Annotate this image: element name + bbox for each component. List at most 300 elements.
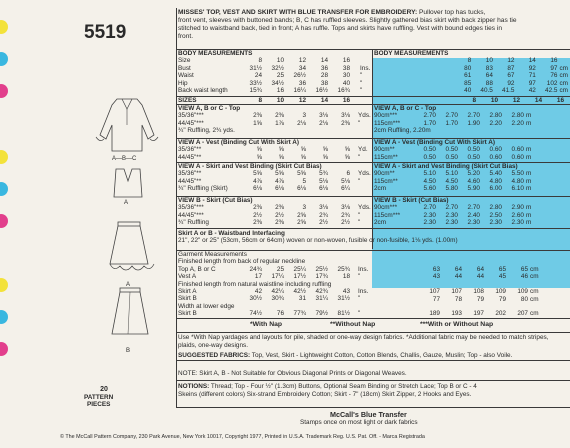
cell: 36 <box>298 79 306 87</box>
waistband-text: 21", 22" or 25" (53cm, 56cm or 64cm) woven or non-woven, fusible or non-fusible, 1⅛ yds. (1.00m) <box>178 237 458 245</box>
table-row <box>420 296 541 303</box>
table-row <box>374 80 570 87</box>
cell: 97 <box>550 64 558 72</box>
nap-with: *With Nap <box>250 321 283 328</box>
cell: 2.30 <box>511 219 524 227</box>
cell: 83 <box>485 64 493 72</box>
cell: 6 <box>346 170 350 178</box>
view-b-skirt-metric <box>374 197 533 227</box>
garment-measurements-metric <box>420 266 541 318</box>
cell: 16 <box>550 57 558 65</box>
cell: 102 <box>546 79 558 87</box>
row-label: Size <box>178 57 191 65</box>
cell: 38 <box>320 79 328 87</box>
description-part-4: front. <box>178 33 194 40</box>
footer-copyright: © The McCall Pattern Company, 230 Park Avenue, New York 10017, Copyright 1977, Printed in U.S.A. Trademark Reg. U.S. Pat. Off. - Marca Registrada <box>60 434 425 440</box>
row-label: Skirt B <box>178 310 197 318</box>
section-heading: VIEW A - Vest (Binding Cut With Skirt A) <box>374 139 496 146</box>
table-row <box>374 57 570 64</box>
unit: " <box>360 79 363 87</box>
cell: ⅝ <box>256 153 262 161</box>
cell: 42¼ <box>271 288 284 296</box>
pieces-count: 20 <box>100 386 108 393</box>
cell: 5¾ <box>319 170 328 178</box>
unit: " <box>358 153 361 161</box>
ruffling-note: 2cm Ruffling, 2.20m <box>374 127 431 135</box>
row-label: 44/45"*** <box>178 211 204 219</box>
cell: 40.5 <box>480 87 493 95</box>
cell: 10 <box>276 97 284 104</box>
row-label: 44/45"*** <box>178 119 204 127</box>
unit: " <box>358 119 361 127</box>
transfer-title: McCall's Blue Transfer <box>330 410 407 419</box>
cell: 42 <box>528 87 536 95</box>
cell: 5.60 <box>423 185 436 193</box>
cell: 8 <box>472 97 476 104</box>
divider <box>176 228 570 229</box>
cell: 31½ <box>249 64 262 72</box>
table-row <box>420 266 541 273</box>
cell: 17½ <box>293 273 306 281</box>
table-row <box>178 295 370 302</box>
divider <box>176 407 570 408</box>
cell: 41.5 <box>502 87 515 95</box>
row-label: Top A, B or C <box>178 265 216 273</box>
table-row <box>374 120 533 127</box>
table-row <box>178 266 370 273</box>
garment-line: Width at lower edge <box>178 302 235 310</box>
cell: ⅝ <box>278 153 284 161</box>
cell: 0.60 <box>489 153 502 161</box>
garment-measurements <box>178 251 370 318</box>
cell: 2.20 <box>489 119 502 127</box>
cell: 8 <box>467 57 472 65</box>
dot-yellow <box>0 150 8 164</box>
cell: 2.80 <box>489 204 502 212</box>
unit: Yds. <box>358 170 371 178</box>
cell: 42½ <box>293 288 306 296</box>
cell: 77 <box>432 295 440 303</box>
cell: 76 <box>276 310 284 318</box>
cell: 10 <box>276 57 284 65</box>
row-label: 44/45"** <box>178 177 202 185</box>
cell: 17¾ <box>315 273 328 281</box>
cell: 5.40 <box>489 170 502 178</box>
cell: 0.60 <box>511 146 524 154</box>
row-label: 115cm** <box>374 177 398 185</box>
row-label: 115cm** <box>374 153 398 161</box>
metric-sizes-row <box>374 97 566 104</box>
cell: 10 <box>490 97 498 104</box>
cell: 193 <box>451 310 462 318</box>
cell: 64 <box>485 72 493 80</box>
table-row <box>178 146 370 153</box>
section-heading: VIEW B - Skirt (Cut Bias) <box>374 197 449 204</box>
cell: 0.50 <box>423 146 436 154</box>
unit: cm <box>530 295 539 303</box>
cell: 31 <box>298 295 306 303</box>
unit: Yds. <box>358 112 371 120</box>
table-row <box>420 310 541 317</box>
cell: 74½ <box>249 310 262 318</box>
row-label: ¾" Ruffling (Skirt) <box>178 185 228 193</box>
cell: 30¾ <box>271 295 284 303</box>
cell: ⅝ <box>256 146 262 154</box>
fabric-note: NOTE: Skirt A, B - Not Suitable for Obvious Diagonal Prints or Diagonal Weaves. <box>178 370 407 377</box>
cell: 92 <box>528 64 536 72</box>
suggested-fabrics <box>178 352 566 360</box>
row-label: 35/36"*** <box>178 112 204 120</box>
garment-line: Finished length from natural waistline including ruffling <box>178 280 332 288</box>
transfer-subtitle: Stamps once on most light or dark fabrics <box>300 419 418 426</box>
dot-cyan <box>0 310 8 324</box>
unit: Ins. <box>360 64 371 72</box>
cell: 2⅜ <box>275 219 284 227</box>
nap-note: Use *With Nap yardages and layouts for pile, shaded or one-way design fabrics. *Additional fabric may be needed to match stripes, plaids, one-way designs. <box>178 334 549 349</box>
cell: 0.50 <box>467 153 480 161</box>
cell: 18 <box>342 273 350 281</box>
cell: ⅝ <box>300 146 306 154</box>
unit: cm <box>530 266 539 273</box>
cell: 85 <box>464 79 472 87</box>
cell: 0.50 <box>467 146 480 154</box>
section-heading: Garment Measurements <box>178 251 247 258</box>
unit: cm <box>559 72 568 80</box>
cell: 5.20 <box>467 170 480 178</box>
cell: 5.50 <box>511 170 524 178</box>
unit: m <box>526 112 532 120</box>
cell: 63 <box>432 266 440 273</box>
cell: 16 <box>556 97 564 104</box>
row-label: Bust <box>178 64 191 72</box>
cell: 0.60 <box>511 153 524 161</box>
cell: 107 <box>451 288 462 296</box>
view-a-skirt-vest <box>178 163 373 193</box>
cell: 67 <box>507 72 515 80</box>
table-row <box>374 212 533 219</box>
row-label: 90cm*** <box>374 204 398 212</box>
cell: 2.20 <box>511 119 524 127</box>
cell: 2⅛ <box>319 119 328 127</box>
unit: m <box>526 219 532 227</box>
cell: 80 <box>464 64 472 72</box>
table-row <box>178 120 373 127</box>
cell: 5⅝ <box>297 170 306 178</box>
ruffling-note: ¾" Ruffling, 2¾ yds. <box>178 127 235 135</box>
section-heading: VIEW B - Skirt (Cut Bias) <box>178 197 253 204</box>
cell: 3⅛ <box>319 204 328 212</box>
description-part-3: stitched to waistband back, tied in front; A has ruffle. Tops and skirts have ruffling. Vest with bound edges ties in <box>178 25 503 32</box>
cell: 2.40 <box>467 211 480 219</box>
cell: 40 <box>342 79 350 87</box>
cell: 2.70 <box>467 112 480 120</box>
table-row <box>374 72 570 79</box>
cell: 25¾ <box>337 265 350 273</box>
cell: 12 <box>507 57 515 65</box>
table-row <box>374 65 570 72</box>
cell: 81½ <box>337 310 350 318</box>
unit: cm <box>559 79 568 87</box>
cell: 1⅝ <box>253 119 262 127</box>
cell: 79½ <box>315 310 328 318</box>
unit: cm <box>530 310 539 318</box>
cell: 24¾ <box>249 265 262 273</box>
cell: 2¾ <box>341 211 350 219</box>
cell: 2.30 <box>423 211 436 219</box>
sizes-row <box>178 97 352 104</box>
skirt-b-illustration <box>100 286 160 346</box>
table-row <box>374 112 533 119</box>
table-row <box>420 273 541 280</box>
unit: m <box>526 170 532 178</box>
cell: 25½ <box>315 265 328 273</box>
cell: 109 <box>517 288 528 296</box>
row-label: 90cm** <box>374 146 395 154</box>
cell: 0.60 <box>489 146 502 154</box>
view-abc-top-metric <box>374 105 533 135</box>
pattern-title: MISSES' TOP, VEST AND SKIRT WITH BLUE TRANSFER FOR EMBROIDERY: <box>178 9 418 16</box>
section-heading: Skirt A or B - Waistband Interfacing <box>178 230 285 237</box>
table-row <box>178 273 370 280</box>
description-part-1: Pullover top has tucks, <box>417 9 486 16</box>
cell: 42 <box>254 288 262 296</box>
cell: 17 <box>254 273 262 281</box>
cell: 44 <box>476 273 484 281</box>
unit: " <box>358 211 361 219</box>
description-part-2: front vent, sleeves with buttoned bands; B, C has ruffled sleeves. Slightly gathered bias skirt with back zipper has tie <box>178 17 517 24</box>
table-row <box>374 170 533 177</box>
cell: 3⅛ <box>319 112 328 120</box>
registration-dots <box>0 0 14 448</box>
cell: 2⅜ <box>253 204 262 212</box>
cell: 2.50 <box>489 211 502 219</box>
cell: 0.50 <box>423 153 436 161</box>
cell: ⅝ <box>300 153 306 161</box>
unit: cm <box>530 288 539 296</box>
nap-without: **Without Nap <box>330 321 376 328</box>
row-label: 90cm** <box>374 170 395 178</box>
unit: Yds. <box>358 204 371 212</box>
cell: 5.10 <box>423 170 436 178</box>
row-label: 2cm <box>374 219 387 227</box>
cell: 61 <box>464 72 472 80</box>
row-label: Skirt B <box>178 295 197 303</box>
cell: 31¼ <box>315 295 328 303</box>
dot-yellow <box>0 278 8 292</box>
unit: " <box>358 219 361 227</box>
table-row <box>178 178 373 185</box>
cell: 6⅛ <box>253 185 262 193</box>
table-row <box>420 288 541 295</box>
cell: 40 <box>464 87 472 95</box>
unit: " <box>360 72 363 80</box>
view-b-skirt <box>178 197 373 227</box>
unit: m <box>526 185 532 193</box>
row-label: 44/45"** <box>178 153 202 161</box>
cell: 24 <box>254 72 262 80</box>
cell: 88 <box>485 79 493 87</box>
unit: " <box>358 295 361 303</box>
dot-cyan <box>0 52 8 66</box>
cell: 1.70 <box>445 119 458 127</box>
section-heading: VIEW A, B or C - Top <box>178 105 241 112</box>
row-label: 90cm*** <box>374 112 398 120</box>
cell: 2½ <box>253 211 262 219</box>
table-row <box>178 80 372 87</box>
cell: 77¾ <box>293 310 306 318</box>
unit: " <box>358 273 361 281</box>
body-measurements-heading: BODY MEASUREMENTS <box>178 50 253 57</box>
cell: 2.70 <box>467 204 480 212</box>
cell: 38 <box>342 64 350 72</box>
cell: 2½ <box>341 219 350 227</box>
cell: 92 <box>507 79 515 87</box>
cell: 2.30 <box>445 211 458 219</box>
cell: 44 <box>454 273 462 281</box>
cell: ⅝ <box>344 146 350 154</box>
cell: 30½ <box>249 295 262 303</box>
cell: ⅝ <box>344 153 350 161</box>
view-a-vest <box>178 139 370 161</box>
cell: 25¼ <box>293 265 306 273</box>
cell: 15¾ <box>249 87 262 95</box>
cell: 25 <box>276 72 284 80</box>
cell: 36 <box>320 64 328 72</box>
table-row <box>374 185 533 192</box>
cell: 2.70 <box>423 204 436 212</box>
cell: 2.30 <box>467 219 480 227</box>
cell: 3 <box>302 204 306 212</box>
cell: 46 <box>520 273 528 281</box>
table-row <box>178 65 372 72</box>
cell: 87 <box>507 64 515 72</box>
label-skirt-b: B <box>126 348 131 354</box>
cell: 2.60 <box>511 211 524 219</box>
table-row <box>374 204 533 211</box>
cell: 5 <box>302 177 306 185</box>
cell: 2⅝ <box>297 211 306 219</box>
divider <box>176 318 570 319</box>
row-label: 35/36"** <box>178 170 202 178</box>
section-heading: VIEW A, B or C - Top <box>374 105 437 112</box>
cell: 42.5 <box>545 87 558 95</box>
cell: 43 <box>432 273 440 281</box>
cell: 2⅜ <box>253 112 262 120</box>
row-label: 35/36"** <box>178 146 202 154</box>
cell: ⅝ <box>278 146 284 154</box>
nap-either: ***With or Without Nap <box>420 321 494 328</box>
cell: 16 <box>342 97 350 104</box>
row-label: Skirt A <box>178 288 197 296</box>
cell: 4.80 <box>511 177 524 185</box>
divider <box>176 360 570 361</box>
cell: 6⅛ <box>275 185 284 193</box>
table-row <box>374 178 533 185</box>
unit: " <box>360 87 363 95</box>
divider <box>176 332 570 333</box>
cell: 5⅝ <box>253 170 262 178</box>
cell: 28 <box>320 72 328 80</box>
cell: 8 <box>258 57 262 65</box>
cell: 4.80 <box>489 177 502 185</box>
cell: 2.30 <box>489 219 502 227</box>
top-abc-illustration <box>92 95 162 155</box>
unit: m <box>526 146 532 154</box>
cell: 6.10 <box>511 185 524 193</box>
cell: 1.90 <box>467 119 480 127</box>
table-row <box>374 87 570 94</box>
cell: 107 <box>429 288 440 296</box>
cell: 207 <box>517 310 528 318</box>
cell: 78 <box>454 295 462 303</box>
section-heading: VIEW A - Vest (Binding Cut With Skirt A) <box>178 139 300 146</box>
cell: 30 <box>342 72 350 80</box>
cell: 5.90 <box>467 185 480 193</box>
notions-text: Thread; Top - Four ½" (1.3cm) Buttons, Optional Seam Binding or Stretch Lace; Top B or C - 4 <box>209 383 477 390</box>
unit: m <box>526 119 532 127</box>
unit: Yd. <box>358 146 368 154</box>
cell: 5.10 <box>445 170 458 178</box>
cell: 97 <box>528 79 536 87</box>
cell: 16¼ <box>293 87 306 95</box>
cell: 189 <box>429 310 440 318</box>
view-a-skirt-vest-metric <box>374 163 533 193</box>
row-label: Vest A <box>178 273 197 281</box>
cell: 33½ <box>249 79 262 87</box>
cell: 2.80 <box>511 112 524 120</box>
notions-text: Skeins (different colors) Six-strand Embroidery Cotton; Skirt - 7" (18cm) Skirt Zipper, 2 Hooks and Eyes. <box>178 391 472 398</box>
sizes-label: SIZES <box>178 97 197 104</box>
cell: 42¾ <box>315 288 328 296</box>
cell: 2½ <box>319 219 328 227</box>
cell: 202 <box>495 310 506 318</box>
cell: 79 <box>476 295 484 303</box>
cell: 80 <box>520 295 528 303</box>
cell: 2.70 <box>445 112 458 120</box>
pieces-label-2: PIECES <box>87 401 111 408</box>
cell: 12 <box>298 57 306 65</box>
cell: 197 <box>473 310 484 318</box>
cell: 5⅝ <box>275 170 284 178</box>
cell: 17¼ <box>271 273 284 281</box>
table-row <box>178 57 372 64</box>
cell: 45 <box>498 273 506 281</box>
vest-illustration <box>108 167 148 199</box>
label-abc: A—B—C <box>112 156 137 162</box>
view-abc-top <box>178 105 373 135</box>
unit: Ins. <box>358 288 369 296</box>
unit <box>559 57 570 64</box>
cell: 76 <box>550 72 558 80</box>
cell: 3⅛ <box>341 204 350 212</box>
cell: 3⅛ <box>341 112 350 120</box>
cell: 14 <box>528 57 536 65</box>
dot-magenta <box>0 342 8 356</box>
section-heading: VIEW A - Skirt and Vest Binding (Skirt Cut Bias) <box>178 163 322 170</box>
notions-label: NOTIONS: <box>178 383 210 390</box>
cell: 2.70 <box>423 112 436 120</box>
unit: " <box>358 310 361 318</box>
header-description <box>178 9 566 41</box>
unit <box>352 57 372 64</box>
cell: 2⅛ <box>297 119 306 127</box>
dot-cyan <box>0 182 8 196</box>
cell: 12 <box>512 97 520 104</box>
table-row <box>178 87 372 94</box>
cell: 1.70 <box>423 119 436 127</box>
suggested-label: SUGGESTED FABRICS: <box>178 352 251 359</box>
cell: 65 <box>520 266 528 273</box>
